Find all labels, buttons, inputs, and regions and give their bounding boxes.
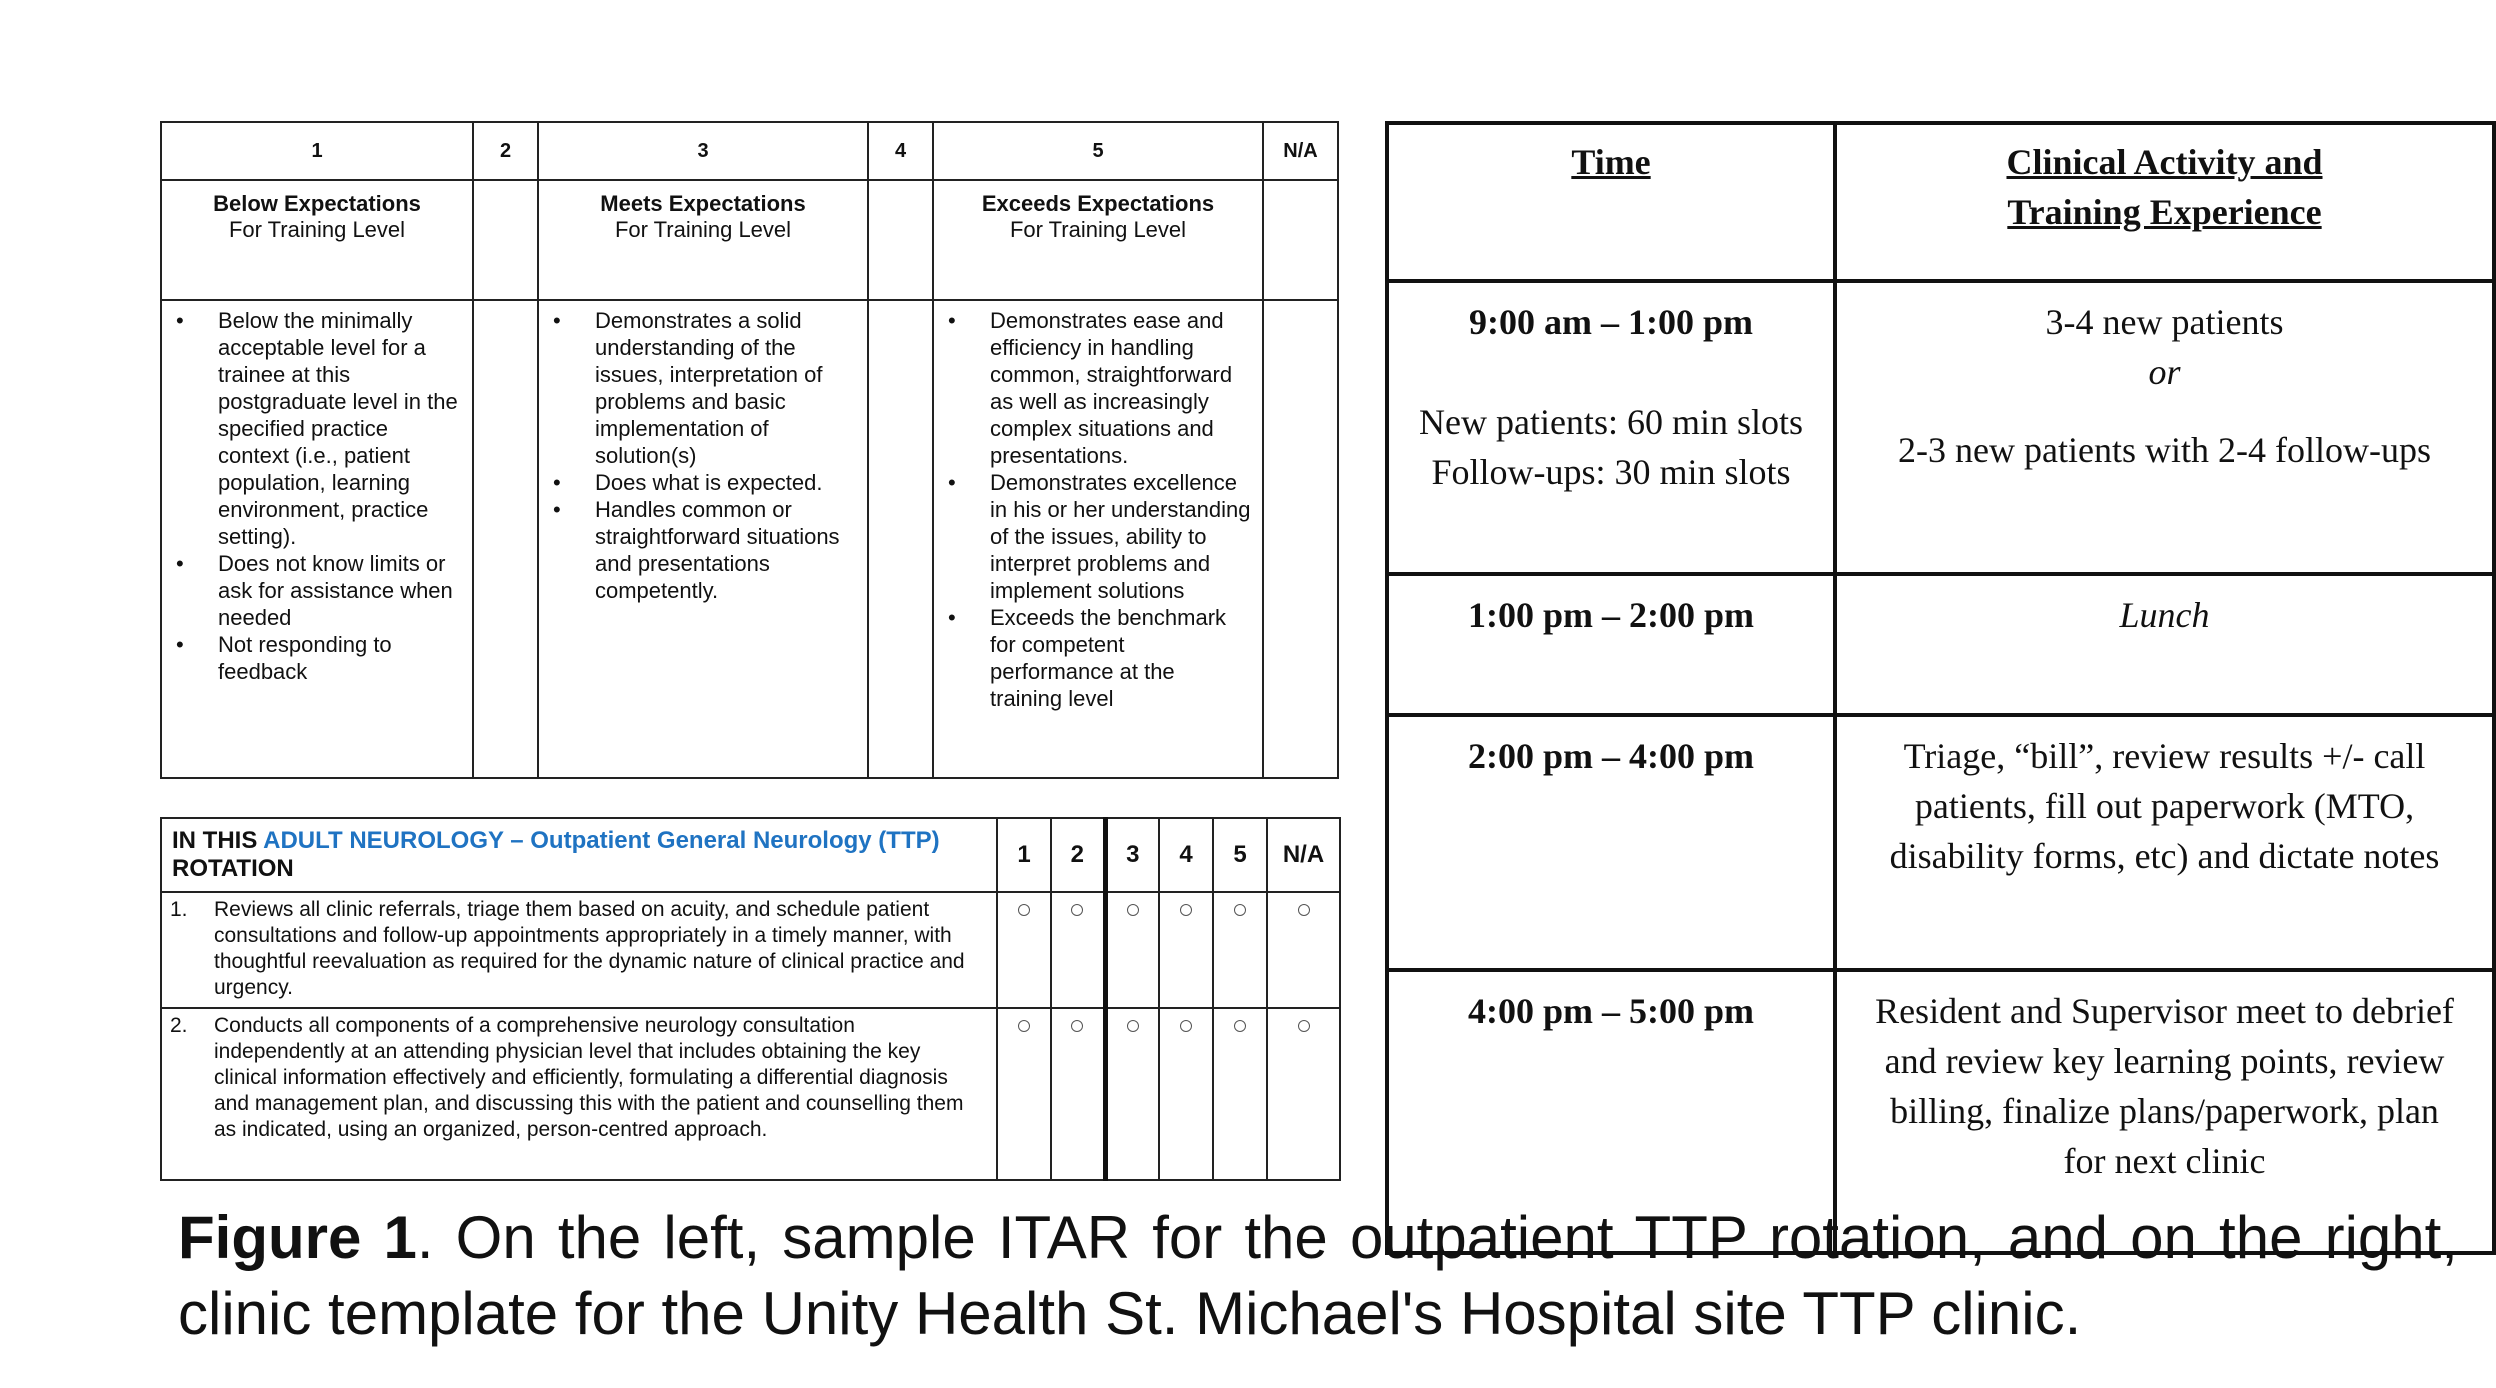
scale-header-5: 5: [933, 122, 1263, 180]
activity-text: Lunch: [2119, 595, 2210, 635]
exceeds-bullet: • Demonstrates excellence in his or her understanding of the issues, ability to interpret problems and implement solutions: [990, 469, 1252, 604]
scale-header-2: 2: [473, 122, 538, 180]
itar-scale-5: 5: [1213, 818, 1267, 892]
scale-header-3: 3: [538, 122, 868, 180]
exceeds-description: [933, 300, 1263, 778]
time-note: New patients: 60 min slots: [1419, 402, 1803, 442]
exceeds-bullet: • Demonstrates ease and efficiency in handling common, straightforward as well as increasingly complex situations and presentations.: [990, 307, 1252, 469]
meets-bullet: • Does what is expected.: [595, 469, 857, 496]
time-cell: [1387, 715, 1835, 970]
scale-header-na: N/A: [1263, 122, 1338, 180]
level-below: [161, 180, 473, 300]
time-slot: 9:00 am – 1:00 pm: [1469, 302, 1753, 342]
level-exceeds-title: Exceeds Expectations: [981, 191, 1215, 216]
header-activity-line2: Training Experience: [2007, 192, 2322, 232]
activity-or: or: [2148, 352, 2181, 392]
level-exceeds-subtitle: For Training Level: [1009, 217, 1187, 242]
itar-item-row: [161, 892, 1340, 1008]
rating-radio-1[interactable]: [997, 892, 1051, 1008]
time-cell: [1387, 574, 1835, 715]
itar-item-text: Conducts all components of a comprehensive neurology consultation independently at an attending physician level that includes obtaining the key clinical information effectively and efficiently, formulating a differential diagnosis and management plan, and discussing this with the patient and counselling them as indicated, using an organized, person-centred approach.: [214, 1014, 964, 1141]
itar-item: [161, 892, 997, 1008]
itar-scale-2: 2: [1051, 818, 1105, 892]
activity-cell: [1835, 574, 2494, 715]
header-activity: [1835, 123, 2494, 281]
level-meets: [538, 180, 868, 300]
desc-na-empty: [1263, 300, 1338, 778]
activity-cell: [1835, 715, 2494, 970]
schedule-row: [1387, 574, 2494, 715]
below-bullet: • Does not know limits or ask for assistance when needed: [218, 550, 462, 631]
rating-radio-1[interactable]: [997, 1008, 1051, 1180]
activity-text: 2-3 new patients with 2-4 follow-ups: [1898, 430, 2431, 470]
activity-text: 3-4 new patients: [2045, 302, 2284, 342]
meets-description: [538, 300, 868, 778]
desc-4-empty: [868, 300, 933, 778]
itar-item-number: 1.: [170, 898, 188, 921]
rating-radio-5[interactable]: [1213, 892, 1267, 1008]
itar-item-text: Reviews all clinic referrals, triage them based on acuity, and schedule patient consultations and follow-up appointments appropriately in a timely manner, with thoughtful reevaluation as required for the dynamic nature of clinical practice and urgency.: [214, 898, 965, 999]
figure-caption: [178, 1200, 2458, 1352]
rating-radio-na[interactable]: [1267, 892, 1340, 1008]
header-time: Time: [1387, 123, 1835, 281]
level-below-subtitle: For Training Level: [228, 217, 406, 242]
itar-item-number: 2.: [170, 1014, 188, 1037]
time-slot: 1:00 pm – 2:00 pm: [1468, 595, 1754, 635]
itar-title-prefix: IN THIS: [172, 827, 264, 854]
level-meets-subtitle: For Training Level: [614, 217, 792, 242]
meets-bullet: • Handles common or straightforward situations and presentations competently.: [595, 496, 857, 604]
caption-text: . On the left, sample ITAR for the outpatient TTP rotation, and on the right, clinic template for the Unity Health St. Michael's Hospital site TTP clinic.: [178, 1204, 2458, 1347]
below-bullet: • Not responding to feedback: [218, 631, 462, 685]
itar-scale-1: 1: [997, 818, 1051, 892]
itar-scale-4: 4: [1159, 818, 1213, 892]
itar-scale-na: N/A: [1267, 818, 1340, 892]
meets-bullet: • Demonstrates a solid understanding of the issues, interpretation of problems and basic implementation of solution(s): [595, 307, 857, 469]
itar-item: [161, 1008, 997, 1180]
itar-title-suffix: ROTATION: [172, 855, 294, 882]
activity-cell: [1835, 281, 2494, 574]
itar-table: [160, 817, 1341, 1181]
time-note: Follow-ups: 30 min slots: [1431, 452, 1791, 492]
level-meets-title: Meets Expectations: [600, 191, 806, 216]
time-slot: 4:00 pm – 5:00 pm: [1468, 991, 1754, 1031]
scale-header-1: 1: [161, 122, 473, 180]
rating-scale-table: [160, 121, 1339, 779]
rating-radio-2[interactable]: [1051, 892, 1105, 1008]
rating-radio-5[interactable]: [1213, 1008, 1267, 1180]
scale-header-4: 4: [868, 122, 933, 180]
level-2-empty: [473, 180, 538, 300]
header-activity-line1: Clinical Activity and: [2006, 142, 2323, 182]
level-below-title: Below Expectations: [213, 191, 421, 216]
level-na-empty: [1263, 180, 1338, 300]
time-cell: [1387, 281, 1835, 574]
schedule-row: [1387, 715, 2494, 970]
time-slot: 2:00 pm – 4:00 pm: [1468, 736, 1754, 776]
itar-title-rotation-name: ADULT NEUROLOGY – Outpatient General Neurology (TTP): [263, 827, 940, 854]
itar-item-row: [161, 1008, 1340, 1180]
desc-2-empty: [473, 300, 538, 778]
clinic-template-table: [1385, 121, 2496, 1255]
schedule-row: [1387, 281, 2494, 574]
activity-text: Triage, “bill”, review results +/- call patients, fill out paperwork (MTO, disability forms, etc) and dictate notes: [1889, 736, 2440, 876]
exceeds-bullet: • Exceeds the benchmark for competent performance at the training level: [990, 604, 1252, 712]
rating-radio-3[interactable]: [1105, 892, 1159, 1008]
level-4-empty: [868, 180, 933, 300]
rating-radio-4[interactable]: [1159, 1008, 1213, 1180]
level-exceeds: [933, 180, 1263, 300]
rating-radio-2[interactable]: [1051, 1008, 1105, 1180]
rating-radio-na[interactable]: [1267, 1008, 1340, 1180]
rating-radio-3[interactable]: [1105, 1008, 1159, 1180]
below-bullet: • Below the minimally acceptable level for a trainee at this postgraduate level in the specified practice context (i.e., patient population, learning environment, practice setting).: [218, 307, 462, 550]
below-description: [161, 300, 473, 778]
activity-text: Resident and Supervisor meet to debrief and review key learning points, review billing, finalize plans/paperwork, plan for next clinic: [1875, 991, 2454, 1181]
rating-radio-4[interactable]: [1159, 892, 1213, 1008]
figure-label: Figure 1: [178, 1204, 417, 1271]
itar-scale-3: 3: [1105, 818, 1159, 892]
itar-title: [161, 818, 997, 892]
